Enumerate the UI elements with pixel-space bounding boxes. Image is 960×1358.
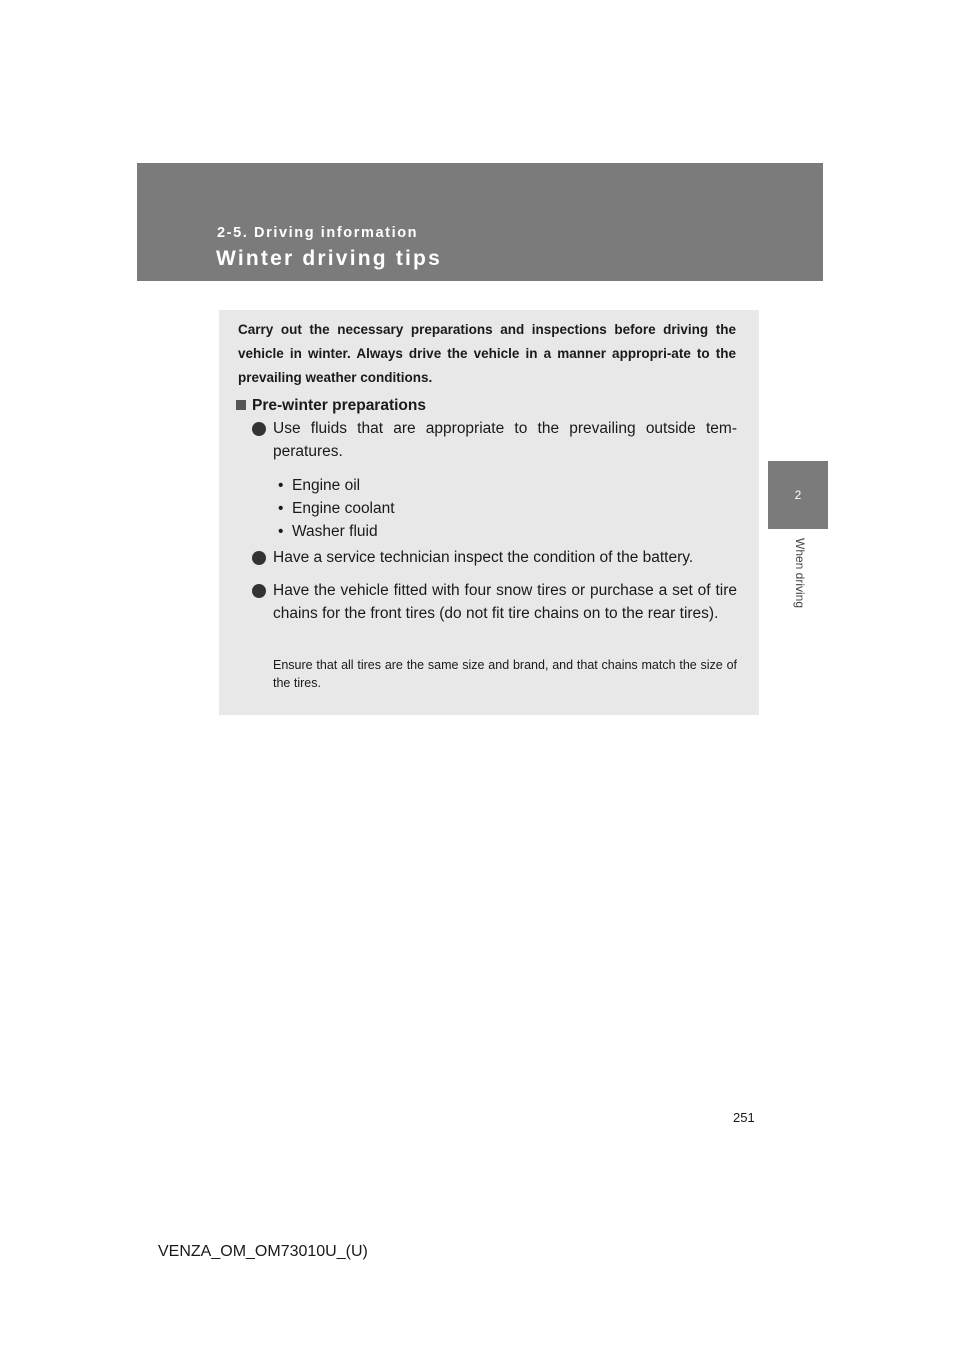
list-item: • Washer fluid <box>278 523 378 540</box>
list-item: • Engine oil <box>278 477 361 494</box>
chapter-name: When driving <box>793 538 807 609</box>
chapter-tab[interactable] <box>768 461 828 529</box>
page-number: 251 <box>733 1110 755 1125</box>
bullet-item-tires <box>252 579 737 625</box>
section-label: 2-5. Driving information <box>217 225 419 241</box>
intro-text: Carry out the necessary preparations and inspections before driving the vehicle in winter. Always drive the vehicle in a manner appropri-ate to the prevailing weather conditions. <box>238 322 736 385</box>
bullet-text: Have the vehicle fitted with four snow tires or purchase a set of tire chains for the front tires (do not fit tire chains on to the rear tires). <box>273 582 737 622</box>
document-code: VENZA_OM_OM73010U_(U) <box>158 1243 368 1260</box>
bullet-item-fluids <box>252 417 737 463</box>
filled-circle-icon <box>252 422 266 436</box>
fluid-list <box>278 474 395 543</box>
page-title: Winter driving tips <box>216 247 442 270</box>
content-box <box>219 310 759 715</box>
bullet-text: Use fluids that are appropriate to the prevailing outside tem-peratures. <box>273 420 737 460</box>
chapter-number: 2 <box>794 488 802 502</box>
subheading-label: Pre-winter preparations <box>252 397 426 414</box>
filled-circle-icon <box>252 551 266 565</box>
bullet-text: Have a service technician inspect the condition of the battery. <box>273 549 694 566</box>
header-band <box>137 163 823 281</box>
list-item: • Engine coolant <box>278 500 395 517</box>
filled-circle-icon <box>252 584 266 598</box>
subheading <box>236 397 426 415</box>
square-bullet-icon <box>236 400 246 410</box>
note-text: Ensure that all tires are the same size and brand, and that chains match the size of the tires. <box>273 658 737 690</box>
bullet-item-battery <box>252 546 737 569</box>
